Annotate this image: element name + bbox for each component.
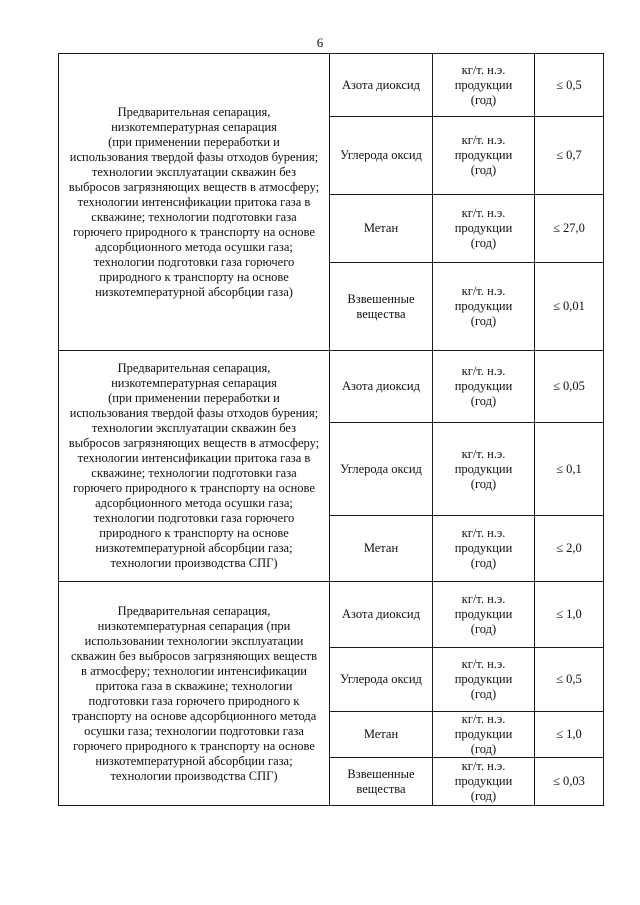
technology-cell: Предварительная сепарация, низкотемпературная сепарация (при применении переработки и использования твердой фазы отходов бурения; технологии эксплуатации скважин без выбросов загрязняющих веществ в атмосферу; технологии интенсификации притока газа в скважине; технологии подготовки газа горючего природного к транспорту на основе адсорбционного метода осушки газа; технологии подготовки газа горючего природного к транспорту на основе низкотемпературной абсорбции газа)	[59, 54, 330, 351]
substance-cell: Углерода оксид	[330, 423, 433, 516]
value-cell: ≤ 1,0	[535, 712, 604, 758]
unit-cell: кг/т. н.э. продукции (год)	[433, 758, 535, 806]
emission-limits-table	[58, 53, 604, 806]
technology-cell: Предварительная сепарация, низкотемпературная сепарация (при применении переработки и использования твердой фазы отходов бурения; технологии эксплуатации скважин без выбросов загрязняющих веществ в атмосферу; технологии интенсификации притока газа в скважине; технологии подготовки газа горючего природного к транспорту на основе адсорбционного метода осушки газа; технологии подготовки газа горючего природного к транспорту на основе низкотемпературной абсорбции газа; технологии производства СПГ)	[59, 351, 330, 582]
substance-cell: Взвешенные вещества	[330, 263, 433, 351]
unit-cell: кг/т. н.э. продукции (год)	[433, 351, 535, 423]
value-cell: ≤ 0,5	[535, 54, 604, 117]
page-number: 6	[316, 35, 324, 50]
substance-cell: Углерода оксид	[330, 648, 433, 712]
value-cell: ≤ 0,7	[535, 117, 604, 195]
table-row	[59, 582, 604, 648]
unit-cell: кг/т. н.э. продукции (год)	[433, 423, 535, 516]
unit-cell: кг/т. н.э. продукции (год)	[433, 195, 535, 263]
substance-cell: Метан	[330, 712, 433, 758]
value-cell: ≤ 27,0	[535, 195, 604, 263]
unit-cell: кг/т. н.э. продукции (год)	[433, 263, 535, 351]
unit-cell: кг/т. н.э. продукции (год)	[433, 117, 535, 195]
substance-cell: Взвешенные вещества	[330, 758, 433, 806]
unit-cell: кг/т. н.э. продукции (год)	[433, 712, 535, 758]
substance-cell: Азота диоксид	[330, 351, 433, 423]
substance-cell: Азота диоксид	[330, 54, 433, 117]
substance-cell: Метан	[330, 195, 433, 263]
unit-cell: кг/т. н.э. продукции (год)	[433, 516, 535, 582]
table-row	[59, 54, 604, 117]
value-cell: ≤ 0,01	[535, 263, 604, 351]
value-cell: ≤ 0,1	[535, 423, 604, 516]
unit-cell: кг/т. н.э. продукции (год)	[433, 582, 535, 648]
value-cell: ≤ 2,0	[535, 516, 604, 582]
value-cell: ≤ 0,05	[535, 351, 604, 423]
table-row	[59, 351, 604, 423]
value-cell: ≤ 0,5	[535, 648, 604, 712]
technology-cell: Предварительная сепарация, низкотемпературная сепарация (при использовании технологии эксплуатации скважин без выбросов загрязняющих веществ в атмосферу; технологии интенсификации притока газа в скважине; технологии подготовки газа горючего природного к транспорту на основе адсорбционного метода осушки газа; технологии подготовки газа горючего природного к транспорту на основе низкотемпературной абсорбции газа; технологии производства СПГ)	[59, 582, 330, 806]
substance-cell: Углерода оксид	[330, 117, 433, 195]
substance-cell: Азота диоксид	[330, 582, 433, 648]
value-cell: ≤ 0,03	[535, 758, 604, 806]
unit-cell: кг/т. н.э. продукции (год)	[433, 648, 535, 712]
value-cell: ≤ 1,0	[535, 582, 604, 648]
unit-cell: кг/т. н.э. продукции (год)	[433, 54, 535, 117]
substance-cell: Метан	[330, 516, 433, 582]
